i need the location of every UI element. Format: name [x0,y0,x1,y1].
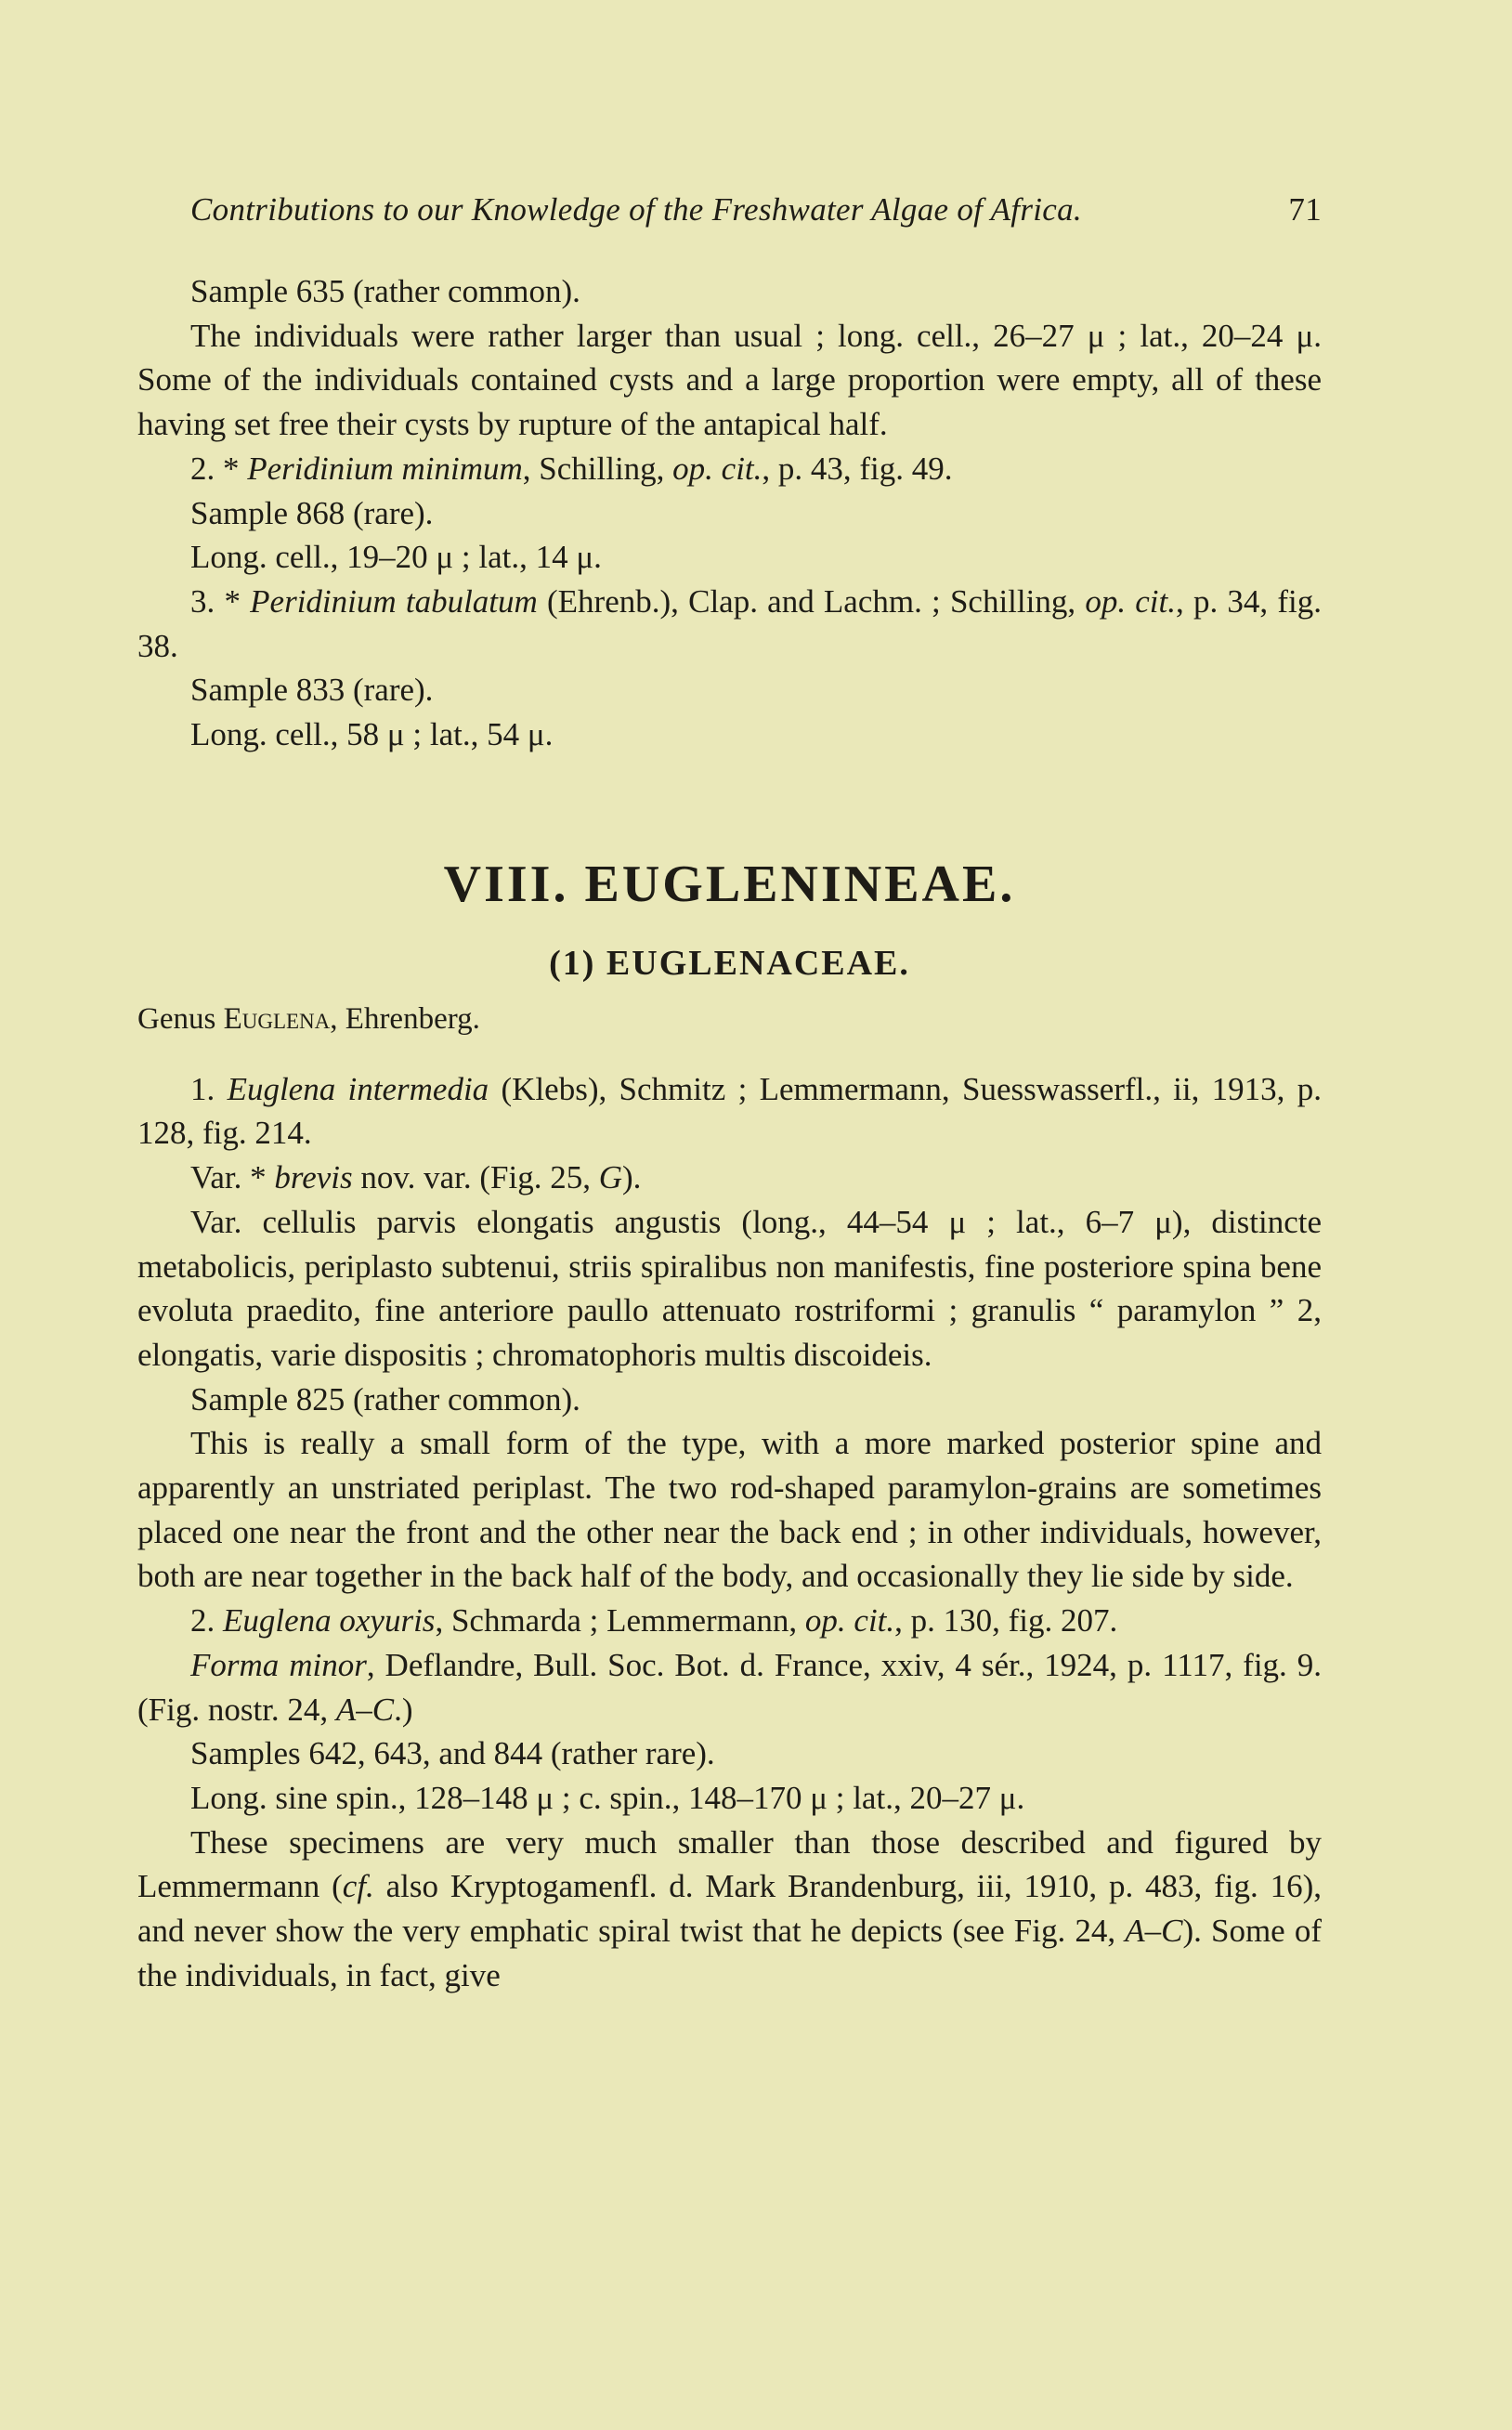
paragraph: Long. cell., 19–20 μ ; lat., 14 μ. [190,539,602,576]
paragraph: Sample 833 (rare). [190,672,434,709]
paragraph: Sample 635 (rather common). [190,273,580,309]
species-entry: 2. Euglena oxyuris, Schmarda ; Lemmermann, op. cit., p. 130, fig. 207. [190,1602,1118,1640]
running-title: Contributions to our Knowledge of the Freshwater Algae of Africa. [190,191,1082,228]
paragraph: These specimens are very much smaller than those described and figured by Lemmermann (cf. also Kryptogamenfl. d. Mark Brandenburg, iii, 1910, p. 483, fig. 16), and never show the very emphatic spiral twist that he depicts (see Fig. 24, A–C). Some of the individuals, in fact, give [137,1823,1322,1993]
genus-heading: Genus Euglena, Ehrenberg. [137,1001,480,1036]
forma-entry: Forma minor, Deflandre, Bull. Soc. Bot. d. France, xxiv, 4 sér., 1924, p. 1117, fig. 9. (Fig. nostr. 24, A–C.) [137,1646,1322,1728]
species-name: Peridinium minimum [247,450,523,487]
species-entry: 3. * Peridinium tabulatum (Ehrenb.), Clap. and Lachm. ; Schilling, op. cit., p. 34, fig. 38. [137,582,1323,664]
paragraph: Samples 642, 643, and 844 (rather rare). [190,1735,715,1772]
species-name: Euglena intermedia [227,1070,489,1107]
species-name: Euglena oxyuris [223,1602,436,1640]
species-entry: 1. Euglena intermedia (Klebs), Schmitz ; Lemmermann, Suesswasserfl., ii, 1913, p. 128, fig. 214. [137,1070,1323,1152]
paragraph: The individuals were rather larger than usual ; long. cell., 26–27 μ ; lat., 20–24 μ. Some of the individuals contained cysts and a large proportion were empty, all of these having set free their cysts by rupture of the antapical half. [137,317,1322,443]
paragraph: Sample 825 (rather common). [190,1380,580,1418]
species-entry: 2. * Peridinium minimum, Schilling, op. cit., p. 43, fig. 49. [190,450,953,487]
variety-entry: Var. * brevis nov. var. (Fig. 25, G). [190,1159,642,1196]
running-header [190,191,1322,229]
paragraph: Long. cell., 58 μ ; lat., 54 μ. [190,716,554,753]
page-number: 71 [1288,191,1322,228]
family-title: (1) EUGLENACEAE. [549,943,910,983]
paragraph: This is really a small form of the type, with a more marked posterior spine and apparently an unstriated periplast. The two rod-shaped paramylon-grains are sometimes placed one near the front and the other near the back end ; in other individuals, however, both are near together in the back half of the body, and occasionally they lie side by side. [137,1425,1322,1595]
species-name: Peridinium tabulatum [250,582,538,620]
paragraph: Long. sine spin., 128–148 μ ; c. spin., 148–170 μ ; lat., 20–27 μ. [190,1779,1025,1816]
body-text [137,269,1322,1998]
latin-diagnosis: Var. cellulis parvis elongatis angustis (long., 44–54 μ ; lat., 6–7 μ), distincte metabolicis, periplasto subtenui, striis spiralibus non manifestis, fine posteriore spina bene evoluta praedito, fine anteriore paullo attenuato rostriformi ; granulis “ paramylon ” 2, elongatis, varie dispositis ; chromatophoris multis discoideis. [137,1203,1322,1373]
section-title: VIII. EUGLENINEAE. [443,855,1016,913]
paragraph: Sample 868 (rare). [190,494,434,531]
